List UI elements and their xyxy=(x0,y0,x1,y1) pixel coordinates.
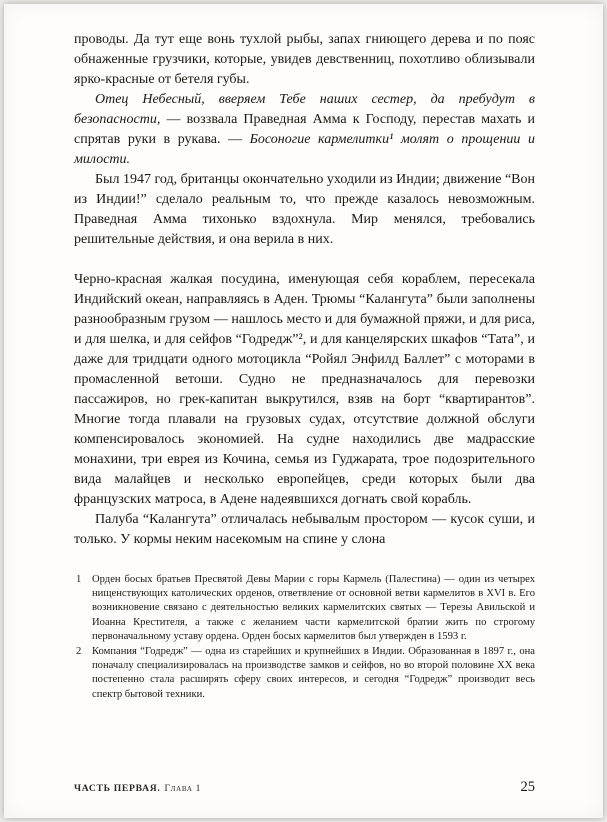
running-title xyxy=(74,783,201,794)
footnote xyxy=(74,645,535,702)
page-footer xyxy=(74,765,535,796)
footnotes-section xyxy=(74,572,535,702)
prayer-text-italic: Босоногие кармелитки¹ молят о прощении и милости. xyxy=(74,132,535,167)
part-title: ЧАСТЬ ПЕРВАЯ. xyxy=(74,783,161,794)
body-paragraph: Черно-красная жалкая посудина, именующая себя кораблем, пересекала Индийский океан, направляясь в Аден. Трюмы “Калангута” были заполнены разнообразным грузом — нашлось место и для бумажной пряжи, и для риса, и для шелка, и для сейфов “Годредж”², и для канцелярских шкафов “Тата”, и даже для тридцати одного мотоцикла “Ройял Энфилд Баллет” с моторами в промасленной ветоши. Судно не предназначалось для перевозки пассажиров, но грек-капитан выкрутился, взяв на борт “квартирантов”. Многие тогда плавали на грузовых судах, отсутствие должной обслуги компенсировалось экономией. На судне находились две мадрасские монахини, три еврея из Кочина, семья из Гуджарата, трое подозрительного вида малайцев и несколько европейцев, среди которых были два французских матроса, в Адене надеявшихся догнать свой корабль. xyxy=(74,272,535,507)
prayer-text-italic: Отец Небесный, вверяем Тебе наших сестер, да пребудут в безопасности, xyxy=(74,92,535,127)
chapter-title: Глава 1 xyxy=(164,783,202,794)
body-paragraph: проводы. Да тут еще вонь тухлой рыбы, запах гниющего дерева и по пояс обнаженные грузчики, которые, увидев девственниц, похотливо облизывали ярко-красные от бетеля губы. xyxy=(74,32,535,87)
page-number: 25 xyxy=(520,779,535,795)
body-paragraph: Был 1947 год, британцы окончательно уходили из Индии; движение “Вон из Индии!” сделало реальным то, что прежде казалось невозможным. Праведная Амма тихонько вздохнула. Мир менялся, требовались решительные действия, и она верила в них. xyxy=(74,172,535,247)
footnote-number: 1 xyxy=(76,574,82,585)
book-page xyxy=(4,4,603,818)
footnote-text: Компания “Годредж” — одна из старейших и крупнейших в Индии. Образованная в 1897 г., она поначалу специализировалась на производстве замков и сейфов, но во второй половине XX века постепенно стала расширять сферу своих интересов, и сегодня “Годредж” производит весь спектр бытовой техники. xyxy=(92,646,535,700)
body-paragraph xyxy=(74,90,535,170)
footnote-number: 2 xyxy=(76,646,82,658)
footnote xyxy=(74,573,535,644)
narration-text: — воззвала Праведная Амма к Господу, перестав махать и спрятав руки в рукава. — xyxy=(74,112,535,147)
body-paragraph: Палуба “Калангута” отличалась небывалым простором — кусок суши, и только. У кормы неким насекомым на спине у слона xyxy=(74,512,535,547)
footnote-text: Орден босых братьев Пресвятой Девы Марии с горы Кармель (Палестина) — один из четырех нищенствующих католических орденов, ответвление от основной ветви кармелитов в XVI в. Его возникновение связано с деятельностью великих кармелитских святых — Терезы Авильской и Иоанна Крестителя, а также с желанием части кармелитской братии жить по строгому первоначальному уставу ордена. Орден босых кармелитов был утвержден в 1593 г. xyxy=(92,574,535,642)
body-text-block xyxy=(74,30,535,550)
